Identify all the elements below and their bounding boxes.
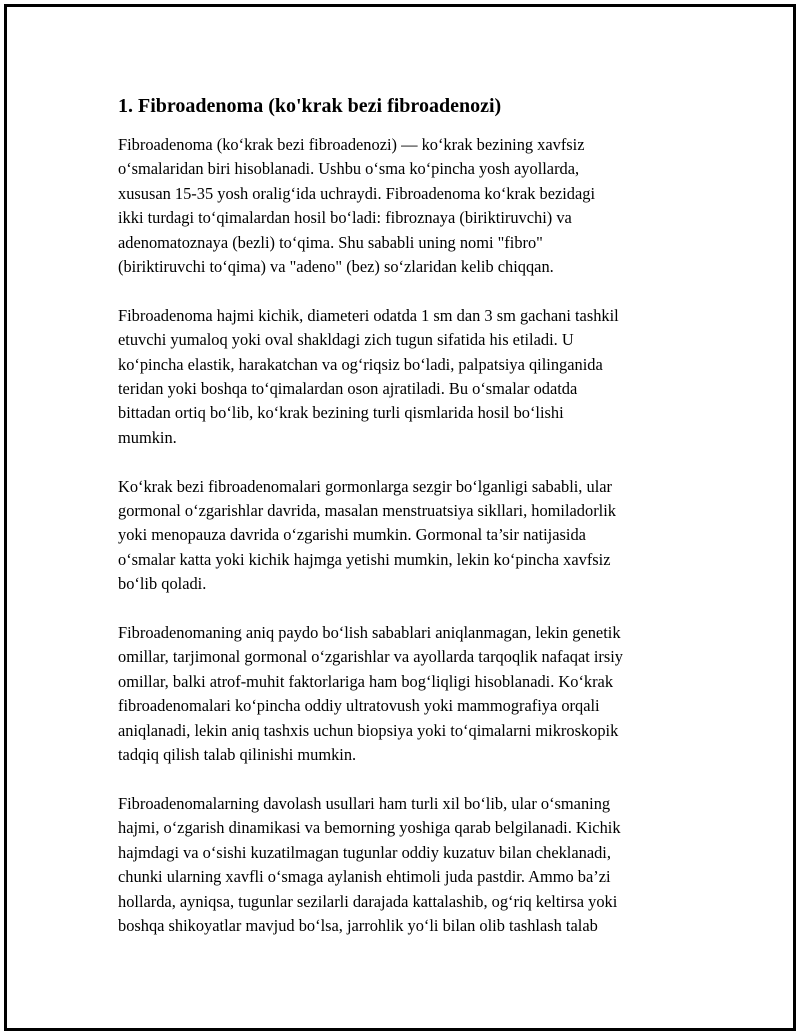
text-line: bittadan ortiq bo‘lib, ko‘krak bezining turli qismlarida hosil bo‘lishi — [118, 403, 564, 423]
paragraph-2 — [118, 304, 688, 450]
text-line: tadqiq qilish talab qilinishi mumkin. — [118, 745, 357, 765]
text-line: Fibroadenoma (ko‘krak bezi fibroadenozi) — ko‘krak bezining xavfsiz — [118, 135, 585, 154]
text-line: hollarda, ayniqsa, tugunlar sezilarli darajada kattalashib, og‘riq keltirsa yoki — [118, 891, 618, 911]
text-line: yoki menopauza davrida o‘zgarishi mumkin. Gormonal ta’sir natijasida — [118, 525, 586, 545]
text-line: Fibroadenomalarning davolash usullari ham turli xil bo‘lib, ular o‘smaning — [118, 793, 611, 813]
document-page — [4, 4, 796, 1031]
text-line: o‘smalaridan biri hisoblanadi. Ushbu o‘sma ko‘pincha yosh ayollarda, — [118, 159, 580, 179]
text-line: Ko‘krak bezi fibroadenomalari gormonlarga sezgir bo‘lganligi sababli, ular — [118, 476, 612, 496]
text-line: gormonal o‘zgarishlar davrida, masalan menstruatsiya sikllari, homiladorlik — [118, 501, 616, 521]
text-line: (biriktiruvchi to‘qima) va "adeno" (bez) so‘zlaridan kelib chiqqan. — [118, 257, 554, 277]
text-line: Fibroadenomaning aniq paydo bo‘lish sabablari aniqlanmagan, lekin genetik — [118, 623, 621, 643]
section-heading: 1. Fibroadenoma (ko'krak bezi fibroadenozi) — [118, 95, 502, 117]
document-content — [118, 93, 688, 963]
text-line: o‘smalar katta yoki kichik hajmga yetishi mumkin, lekin ko‘pincha xavfsiz — [118, 549, 611, 569]
text-line: teridan yoki boshqa to‘qimalardan oson ajratiladi. Bu o‘smalar odatda — [118, 379, 578, 399]
text-line: adenomatoznaya (bezli) to‘qima. Shu sababli uning nomi "fibro" — [118, 232, 543, 252]
text-line: aniqlanadi, lekin aniq tashxis uchun biopsiya yoki to‘qimalarni mikroskopik — [118, 720, 619, 740]
text-line: hajmdagi va o‘sishi kuzatilmagan tugunlar oddiy kuzatuv bilan cheklanadi, — [118, 842, 611, 862]
text-line: chunki ularning xavfli o‘smaga aylanish ehtimoli juda pastdir. Ammo ba’zi — [118, 867, 611, 887]
text-line: ko‘pincha elastik, harakatchan va og‘riqsiz bo‘ladi, palpatsiya qilinganida — [118, 354, 603, 374]
text-line: ikki turdagi to‘qimalardan hosil bo‘ladi: fibroznaya (biriktiruvchi) va — [118, 208, 572, 228]
text-line: bo‘lib qoladi. — [118, 574, 207, 594]
text-line: omillar, balki atrof-muhit faktorlariga ham bog‘liqligi hisoblanadi. Ko‘krak — [118, 671, 614, 691]
text-line: xususan 15-35 yosh oralig‘ida uchraydi. Fibroadenoma ko‘krak bezidagi — [118, 183, 596, 203]
paragraph-4 — [118, 621, 688, 767]
text-line: mumkin. — [118, 427, 177, 447]
text-line: boshqa shikoyatlar mavjud bo‘lsa, jarrohlik yo‘li bilan olib tashlash talab — [118, 915, 598, 935]
text-line: hajmi, o‘zgarish dinamikasi va bemorning yoshiga qarab belgilanadi. Kichik — [118, 818, 621, 838]
paragraph-3 — [118, 475, 688, 597]
text-line: omillar, tarjimonal gormonal o‘zgarishlar va ayollarda tarqoqlik nafaqat irsiy — [118, 647, 624, 667]
text-line: fibroadenomalari ko‘pincha oddiy ultratovush yoki mammografiya orqali — [118, 696, 600, 716]
text-line: Fibroadenoma hajmi kichik, diameteri odatda 1 sm dan 3 sm gachani tashkil — [118, 305, 619, 325]
paragraph-1 — [118, 133, 688, 279]
text-line: etuvchi yumaloq yoki oval shakldagi zich tugun sifatida his etiladi. U — [118, 330, 574, 350]
paragraph-5 — [118, 792, 688, 938]
